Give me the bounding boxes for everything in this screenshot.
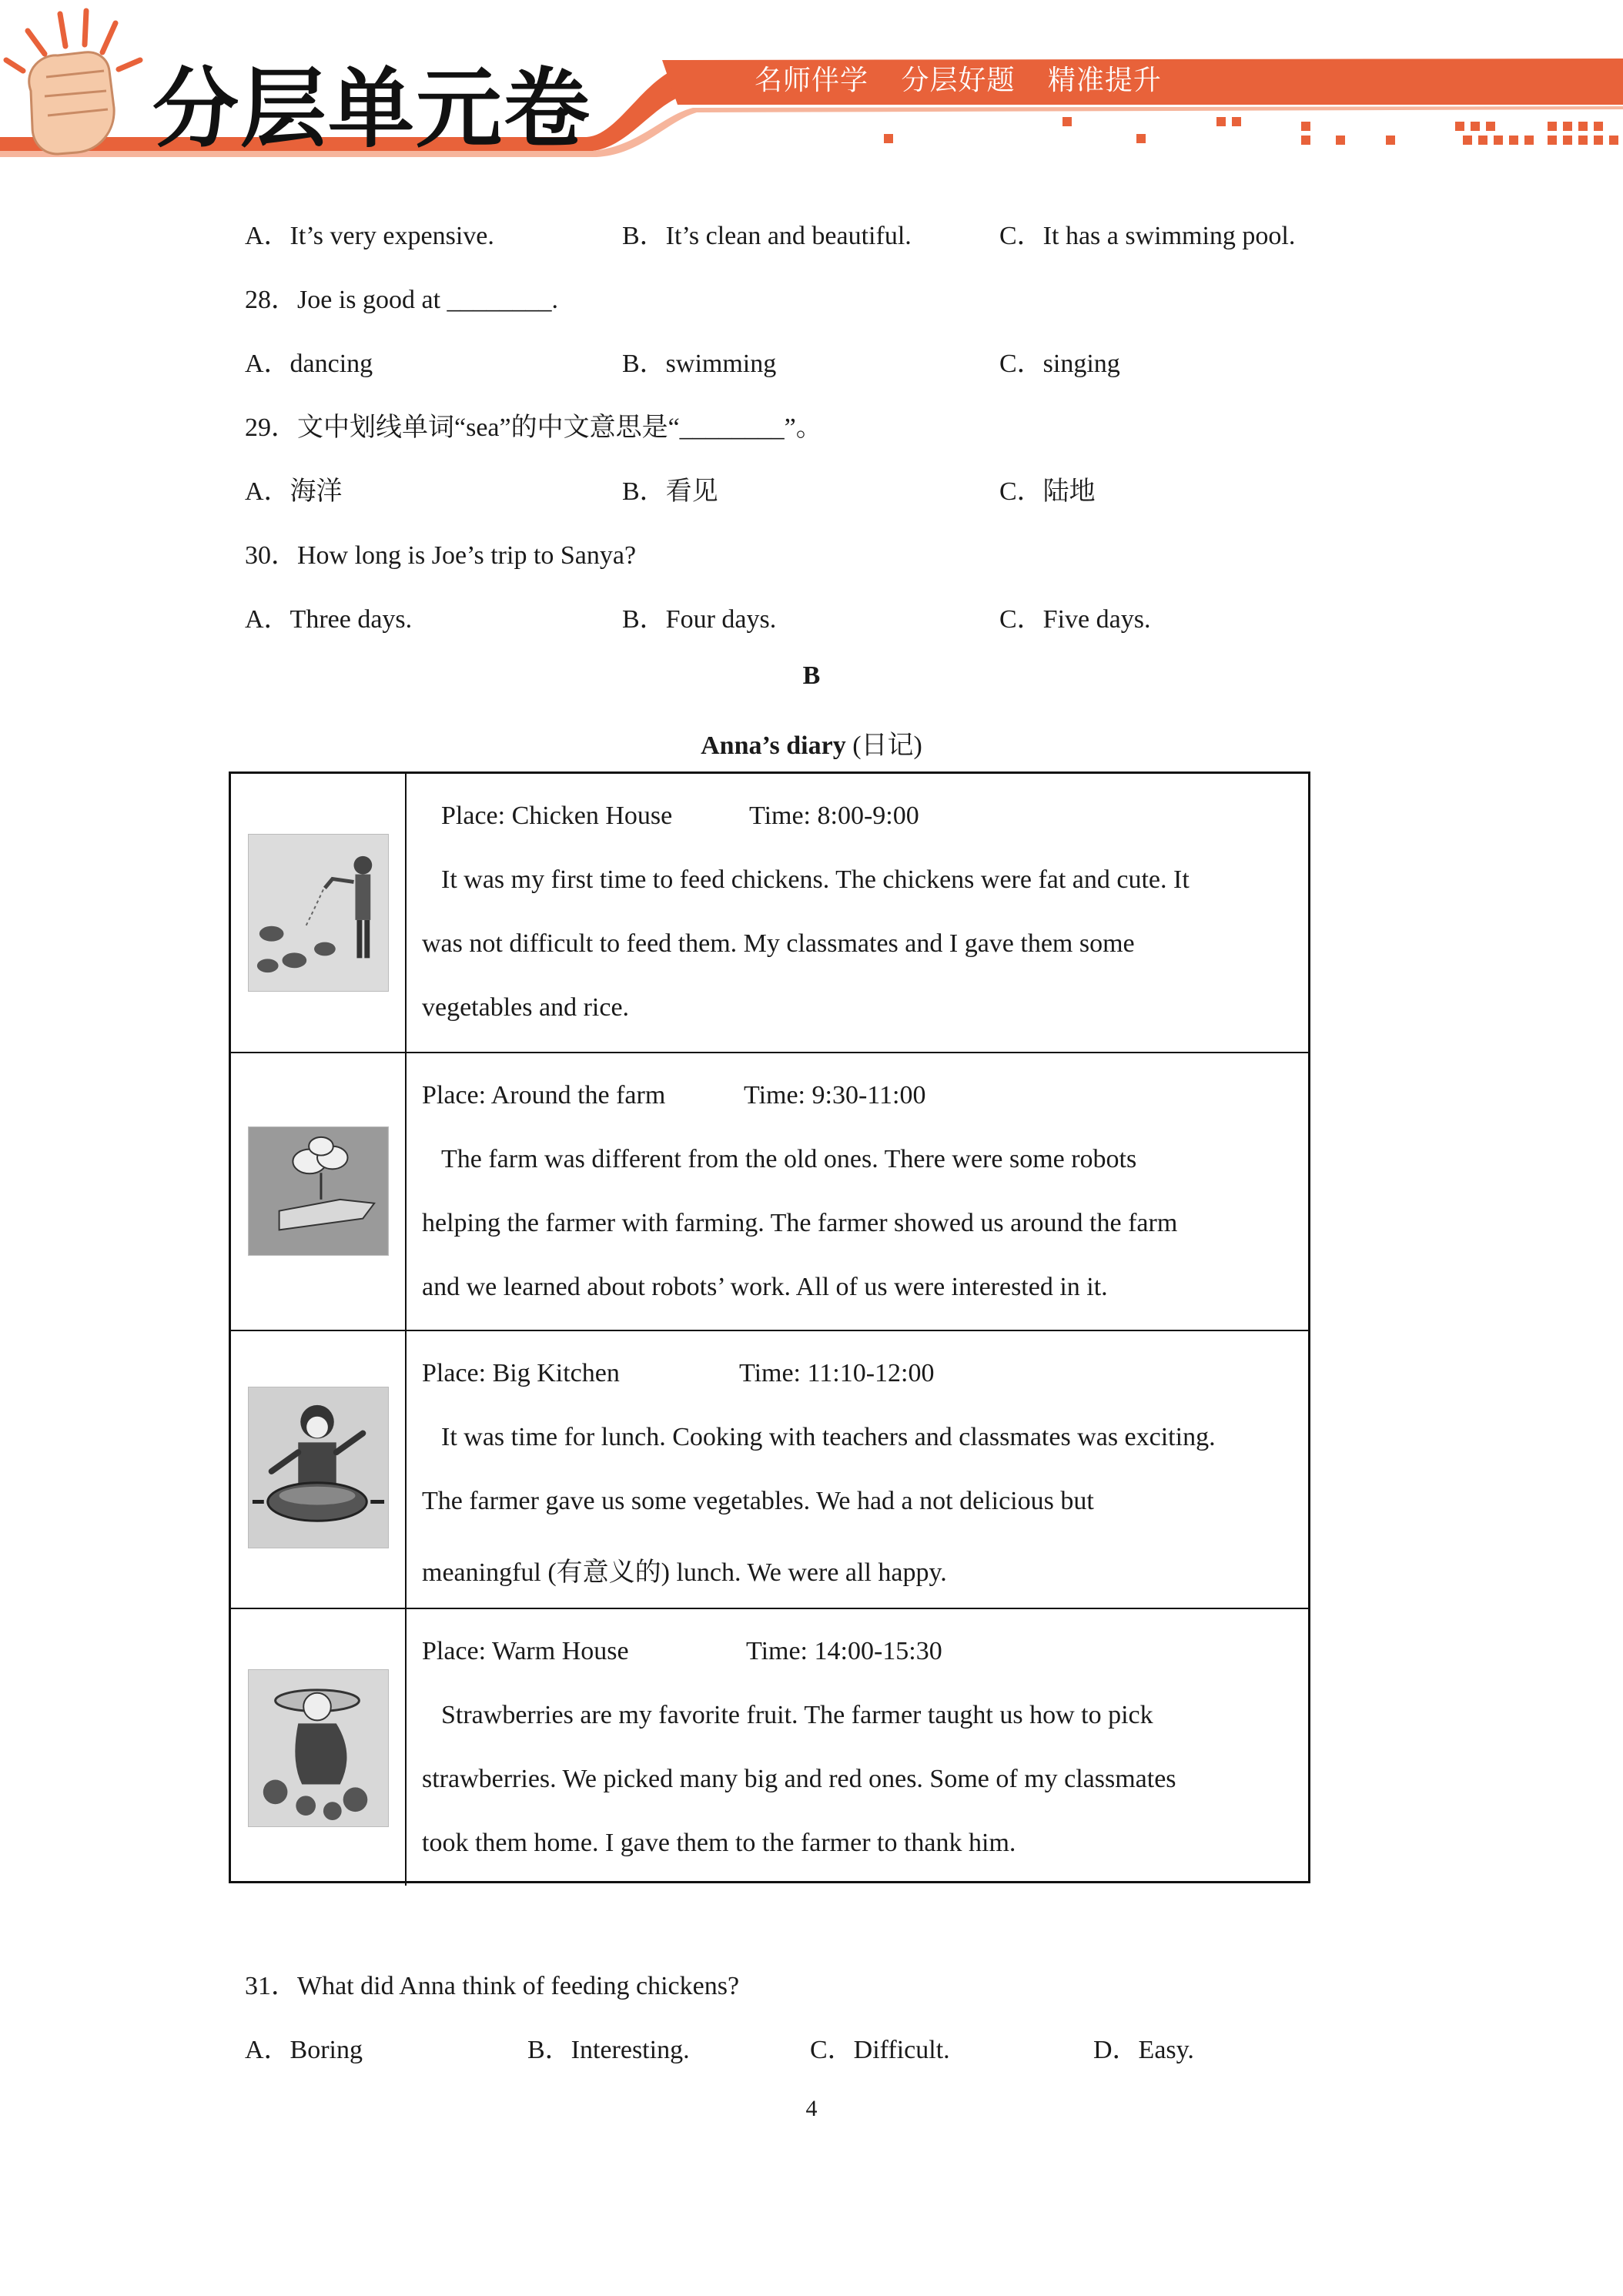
robot-hand-plant-icon: [248, 1126, 389, 1256]
diary-time: Time: 14:00-15:30: [746, 1637, 942, 1665]
diary-line: It was time for lunch. Cooking with teachers and classmates was exciting.: [441, 1423, 1216, 1451]
diary-line: meaningful (有意义的) lunch. We were all happy.: [422, 1558, 947, 1587]
q31-option-d: D．Easy.: [1093, 2036, 1194, 2064]
diary-line: The farmer gave us some vegetables. We had a not delicious but: [422, 1487, 1094, 1515]
diary-row: [231, 1608, 1308, 1886]
diary-place: Place: Warm House: [422, 1637, 629, 1665]
q30-option-a: A．Three days.: [245, 605, 413, 634]
q30-option-b: B．Four days.: [622, 605, 777, 634]
section-label: B: [802, 661, 821, 690]
q28-stem: 28．Joe is good at ________.: [245, 286, 559, 314]
q27-option-b: B．It’s clean and beautiful.: [622, 222, 912, 250]
header-slogan: 名师伴学 分层好题 精准提升: [755, 65, 1162, 96]
q28-option-b: B．swimming: [622, 350, 777, 378]
diary-title-main: Anna’s diary: [701, 731, 846, 760]
diary-text-cell: [407, 774, 1308, 1052]
page-header: [0, 0, 1623, 166]
girl-picking-strawberries-icon: [248, 1669, 389, 1827]
diary-text-cell: [407, 1331, 1308, 1608]
q28-option-a: A．dancing: [245, 350, 373, 378]
q29-option-c: C．陆地: [999, 477, 1096, 506]
diary-time: Time: 8:00-9:00: [749, 802, 919, 830]
diary-image-cell: [231, 1609, 407, 1886]
diary-image-cell: [231, 1331, 407, 1608]
diary-line: It was my first time to feed chickens. The chickens were fat and cute. It: [441, 865, 1190, 894]
diary-line: and we learned about robots’ work. All of us were interested in it.: [422, 1273, 1108, 1301]
diary-time: Time: 11:10-12:00: [739, 1359, 935, 1387]
diary-line: helping the farmer with farming. The farmer showed us around the farm: [422, 1209, 1178, 1237]
diary-image-cell: [231, 774, 407, 1052]
q29-option-a: A．海洋: [245, 477, 343, 506]
q31-stem: 31．What did Anna think of feeding chickens?: [245, 1972, 740, 2000]
diary-title: [0, 724, 1623, 761]
diary-line: took them home. I gave them to the farmer to thank him.: [422, 1829, 1016, 1857]
fist-logo-icon: [6, 11, 140, 154]
diary-text-cell: [407, 1609, 1308, 1886]
diary-line: The farm was different from the old ones. There were some robots: [441, 1145, 1137, 1173]
diary-image-cell: [231, 1053, 407, 1330]
q29-stem: 29．文中划线单词“sea”的中文意思是“________”。: [245, 413, 822, 442]
q27-option-c: C．It has a swimming pool.: [999, 222, 1296, 250]
page-number: 4: [805, 2096, 818, 2121]
diary-place: Place: Big Kitchen: [422, 1359, 620, 1387]
diary-text-cell: [407, 1053, 1308, 1330]
diary-row: [231, 1330, 1308, 1608]
diary-row: [231, 1052, 1308, 1330]
q31-option-c: C．Difficult.: [810, 2036, 950, 2064]
diary-title-note: (日记): [845, 731, 922, 760]
diary-row: [231, 774, 1308, 1052]
farmer-feeding-chickens-icon: [248, 834, 389, 992]
diary-place: Place: Around the farm: [422, 1081, 666, 1110]
diary-line: was not difficult to feed them. My classmates and I gave them some: [422, 929, 1135, 958]
q30-stem: 30．How long is Joe’s trip to Sanya?: [245, 541, 637, 570]
q28-option-c: C．singing: [999, 350, 1120, 378]
q31-option-a: A．Boring: [245, 2036, 363, 2064]
diary-line: vegetables and rice.: [422, 993, 630, 1022]
q27-option-a: A．It’s very expensive.: [245, 222, 494, 250]
diary-place: Place: Chicken House: [441, 802, 673, 830]
diary-line: Strawberries are my favorite fruit. The farmer taught us how to pick: [441, 1701, 1153, 1729]
diary-table: [229, 771, 1310, 1883]
diary-time: Time: 9:30-11:00: [744, 1081, 926, 1110]
cook-with-wok-icon: [248, 1387, 389, 1548]
brand-title: 分层单元卷: [152, 59, 591, 159]
q31-option-b: B．Interesting.: [527, 2036, 690, 2064]
diary-line: strawberries. We picked many big and red ones. Some of my classmates: [422, 1765, 1176, 1793]
q29-option-b: B．看见: [622, 477, 718, 506]
q30-option-c: C．Five days.: [999, 605, 1151, 634]
